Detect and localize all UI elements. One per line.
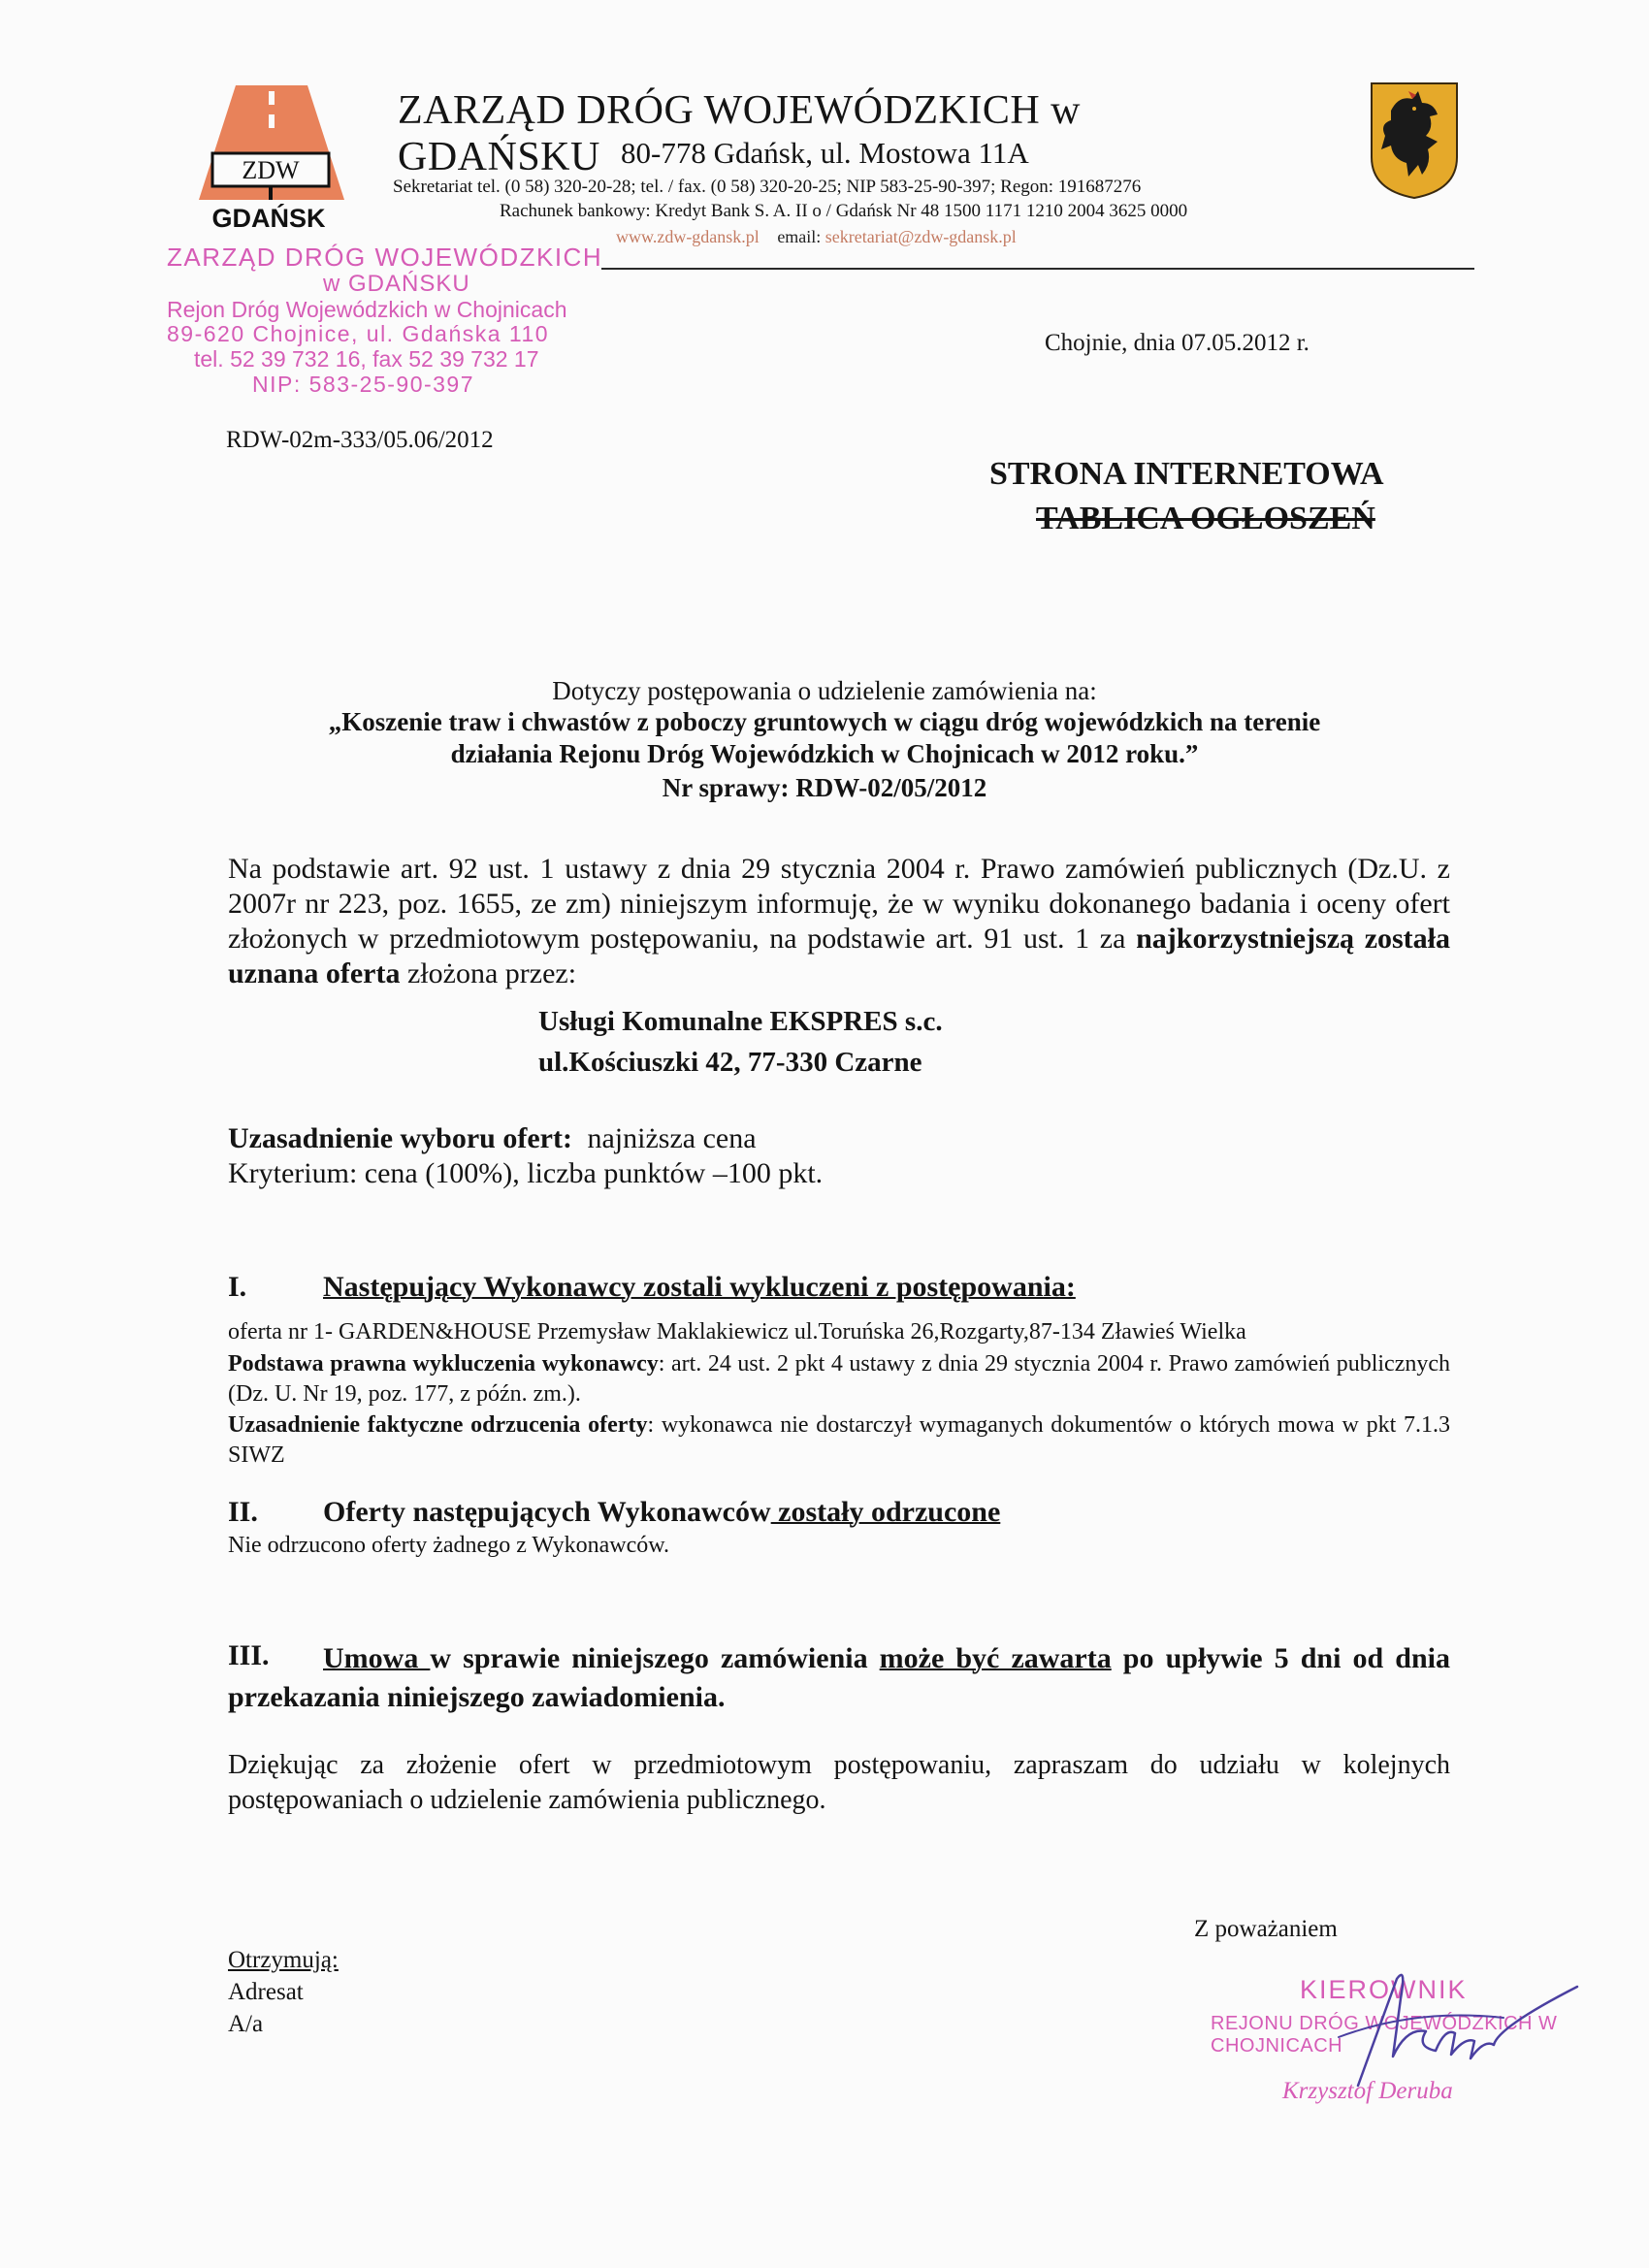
section-1-number: I. [228, 1271, 247, 1303]
website-link[interactable]: www.zdw-gdansk.pl [616, 227, 760, 246]
factual-basis-text: : wykonawca nie dostarczył wymaganych dokumentów o których mowa w pkt 7.1.3 SIWZ [228, 1412, 1450, 1468]
exclusion-factual-basis [228, 1410, 1450, 1471]
subject-intro: Dotyczy postępowania o udzielenie zamówienia na: [552, 676, 1097, 705]
decision-text: Na podstawie art. 92 ust. 1 ustawy z dnia 29 stycznia 2004 r. Prawo zamówień publicznych (Dz.U. z 2007r nr 223, poz. 1655, ze zm) niniejszym informuję, że w wyniku dokonanego badania i oceny ofert złożonych w przedmiotowym postępowaniu, na podstawie art. 91 ust. 1 za [228, 853, 1450, 955]
case-number: Nr sprawy: RDW-02/05/2012 [662, 773, 987, 802]
email-link[interactable]: sekretariat@zdw-gdansk.pl [824, 227, 1017, 246]
subject-title-line-2: działania Rejonu Dróg Wojewódzkich w Chojnicach w 2012 roku.” [450, 739, 1199, 768]
justification-label: Uzasadnienie wyboru ofert: [228, 1122, 572, 1154]
signature-stamp-title: KIEROWNIK [1300, 1975, 1468, 2004]
factual-basis-label: Uzasadnienie faktyczne odrzucenia oferty [228, 1412, 648, 1438]
destination-website: STRONA INTERNETOWA [989, 456, 1384, 492]
section-3-part-c: może być zawarta [879, 1642, 1112, 1674]
stamp-line-6: NIP: 583-25-90-397 [252, 372, 475, 397]
section-2-number: II. [228, 1496, 258, 1528]
section-2-text: Nie odrzucono oferty żadnego z Wykonawców. [228, 1533, 670, 1558]
section-2-title-a: Oferty następujących Wykonawców [323, 1496, 771, 1528]
section-3-part-a: Umowa [323, 1642, 431, 1674]
excluded-offer: oferta nr 1- GARDEN&HOUSE Przemysław Maklakiewicz ul.Toruńska 26,Rozgarty,87-134 Zławieś Wielka [228, 1319, 1246, 1345]
recipient-1: Adresat [228, 1979, 304, 2005]
logo-text: ZDW [242, 156, 300, 184]
decision-end: złożona przez: [406, 957, 577, 989]
web-email-line [616, 227, 1017, 247]
stamp-line-1: ZARZĄD DRÓG WOJEWÓDZKICH [167, 243, 603, 272]
contact-line: Sekretariat tel. (0 58) 320-20-28; tel. / fax. (0 58) 320-20-25; NIP 583-25-90-397; Regon: 191687276 [393, 177, 1142, 197]
org-address: 80-778 Gdańsk, ul. Mostowa 11A [621, 136, 1029, 170]
winner-name: Usługi Komunalne EKSPRES s.c. [538, 1006, 943, 1037]
decision-paragraph [228, 852, 1450, 991]
stamp-line-3: Rejon Dróg Wojewódzkich w Chojnicach [167, 297, 567, 322]
place-date: Chojnie, dnia 07.05.2012 r. [1045, 330, 1310, 356]
section-2-title [323, 1496, 1000, 1529]
recipients-label: Otrzymują: [228, 1947, 339, 1973]
zdw-logo [199, 85, 344, 231]
handwritten-signature [1300, 1969, 1581, 2095]
org-name: ZARZĄD DRÓG WOJEWÓDZKICH w GDAŃSKU [398, 88, 1081, 179]
closing-thanks: Dziękując za złożenie ofert w przedmiotowym postępowaniu, zapraszam do udziału w kolejnych postępowaniach o udzielenie zamówienia publicznego. [228, 1750, 1450, 1815]
legal-basis-label: Podstawa prawna wykluczenia wykonawcy [228, 1351, 659, 1377]
logo-city: GDAŃSK [211, 204, 326, 231]
subject-title-line-1: „Koszenie traw i chwastów z poboczy gruntowych w ciągu dróg wojewódzkich na terenie [328, 707, 1321, 736]
section-3-part-d: po upływie 5 dni od dnia przekazania niniejszego zawiadomienia. [228, 1642, 1450, 1713]
pomeranian-griffin-crest-icon [1370, 81, 1459, 200]
signature-stamp-subtitle: REJONU DRÓG WOJEWÓDZKICH W CHOJNICACH [1211, 2013, 1558, 2057]
justification [228, 1122, 757, 1155]
exclusion-legal-basis [228, 1349, 1450, 1409]
signatory-name: Krzysztof Deruba [1282, 2078, 1453, 2104]
decision-bold: najkorzystniejszą została uznana oferta [228, 923, 1451, 989]
regards: Z poważaniem [1194, 1916, 1338, 1942]
section-3-part-b: w sprawie niniejszego zamówienia [430, 1642, 880, 1674]
section-2-title-b: zostały odrzucone [770, 1496, 1001, 1528]
justification-value: najniższa cena [587, 1122, 757, 1154]
legal-basis-text: : art. 24 ust. 2 pkt 4 ustawy z dnia 29 stycznia 2004 r. Prawo zamówień publicznych (Dz. U. Nr 19, poz. 177, z późn. zm.). [228, 1351, 1451, 1407]
stamp-line-4: 89-620 Chojnice, ul. Gdańska 110 [167, 321, 550, 346]
stamp-line-2: w GDAŃSKU [323, 271, 470, 297]
recipient-2: A/a [228, 2011, 264, 2037]
email-label: email: [777, 227, 822, 246]
section-3-number: III. [228, 1639, 270, 1671]
destination-noticeboard-struck: TABLICA OGŁOSZEŃ [1036, 501, 1375, 536]
winner-address: ul.Kościuszki 42, 77-330 Czarne [538, 1047, 922, 1078]
header-divider [601, 268, 1474, 270]
bank-line: Rachunek bankowy: Kredyt Bank S. A. II o / Gdańsk Nr 48 1500 1171 1210 2004 3625 0000 [500, 201, 1188, 221]
criterion: Kryterium: cena (100%), liczba punktów –100 pkt. [228, 1157, 824, 1189]
stamp-line-5: tel. 52 39 732 16, fax 52 39 732 17 [194, 346, 539, 372]
reference-number: RDW-02m-333/05.06/2012 [226, 427, 494, 453]
section-1-title: Następujący Wykonawcy zostali wykluczeni z postępowania: [323, 1271, 1076, 1303]
section-3-text [228, 1639, 1450, 1717]
